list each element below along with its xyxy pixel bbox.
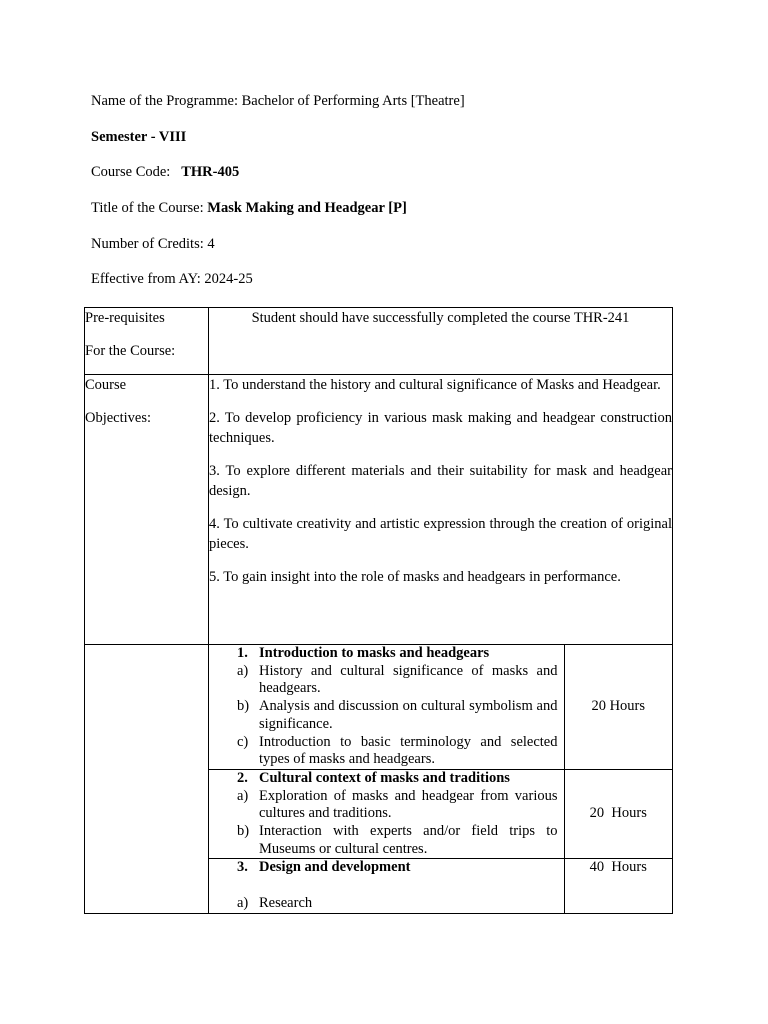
unit-hours: 20 Hours [591, 698, 646, 715]
prerequisites-label-cell [85, 308, 209, 375]
course-code-value: THR-405 [181, 164, 240, 180]
unit-item [209, 788, 558, 823]
unit-title: Cultural context of masks and traditions [259, 769, 510, 786]
unit-heading [209, 770, 558, 788]
prerequisites-label-1: Pre-requisites [85, 310, 165, 326]
unit-row [209, 859, 672, 914]
prerequisites-row [85, 308, 673, 375]
unit-number: 1. [237, 645, 248, 661]
unit-hours-cell [564, 859, 672, 914]
unit-item-mark: b) [237, 823, 250, 840]
content-cell [209, 645, 673, 914]
unit-item-mark: a) [237, 787, 249, 804]
objective-item: 5. To gain insight into the role of masks and headgears in performance. [209, 569, 621, 585]
programme-label: Name of the Programme: [91, 93, 238, 109]
unit-hours: 20 Hours [589, 805, 647, 822]
unit-item [209, 734, 558, 769]
unit-content [209, 859, 564, 914]
unit-item-text: Analysis and discussion on cultural symbolism and significance. [259, 698, 558, 732]
unit-item-mark: c) [237, 733, 249, 750]
objective-item: 4. To cultivate creativity and artistic expression through the creation of original pieces. [209, 516, 672, 552]
unit-item-text: History and cultural significance of masks and headgears. [259, 662, 558, 697]
unit-item-mark: a) [237, 662, 249, 679]
unit-hours-cell [564, 645, 672, 769]
course-title-value: Mask Making and Headgear [P] [207, 200, 407, 216]
content-label-cell [85, 645, 209, 914]
credits-line: Number of Credits: 4 [91, 236, 215, 252]
unit-row [209, 645, 672, 769]
objective-item: 2. To develop proficiency in various mask making and headgear construction techniques. [209, 410, 672, 446]
programme-line [91, 93, 465, 110]
unit-heading [209, 645, 558, 663]
prerequisites-value-cell [209, 308, 673, 375]
unit-item [209, 698, 558, 733]
objective-item: 1. To understand the history and cultural significance of Masks and Headgear. [209, 377, 661, 393]
unit-item-text: Introduction to basic terminology and selected types of masks and headgears. [259, 733, 558, 768]
objectives-label-1: Course [85, 377, 127, 393]
content-row [85, 645, 673, 914]
semester-line: Semester - VIII [91, 129, 187, 145]
objectives-label-cell [85, 375, 209, 645]
unit-item [209, 895, 558, 913]
unit-hours: 40 Hours [589, 859, 647, 876]
unit-heading [209, 859, 558, 877]
course-table [84, 307, 673, 914]
course-title-label: Title of the Course: [91, 200, 204, 216]
unit-item-mark: b) [237, 698, 250, 715]
objective-item: 3. To explore different materials and their suitability for mask and headgear design. [209, 463, 672, 499]
unit-content [209, 645, 564, 769]
prerequisites-value: Student should have successfully completed the course THR-241 [251, 310, 630, 326]
programme-value: Bachelor of Performing Arts [Theatre] [241, 93, 465, 109]
unit-item-text: Exploration of masks and headgear from various cultures and traditions. [259, 787, 558, 822]
unit-item-text: Research [259, 895, 313, 912]
unit-number: 3. [237, 859, 248, 876]
effective-line: Effective from AY: 2024-25 [91, 271, 253, 287]
unit-item-text: Interaction with experts and/or field trips to Museums or cultural centres. [259, 823, 558, 857]
unit-row [209, 769, 672, 859]
objectives-row [85, 375, 673, 645]
unit-title: Introduction to masks and headgears [259, 645, 490, 661]
course-title-line [91, 200, 407, 217]
unit-item-mark: a) [237, 895, 249, 912]
unit-item [209, 823, 558, 858]
unit-number: 2. [237, 769, 248, 786]
unit-item [209, 663, 558, 698]
unit-content [209, 769, 564, 859]
prerequisites-label-2: For the Course: [85, 343, 176, 359]
units-table [209, 645, 672, 913]
objectives-label-2: Objectives: [85, 410, 152, 426]
unit-hours-cell [564, 769, 672, 859]
unit-title: Design and development [259, 859, 411, 876]
course-code-label: Course Code: [91, 164, 171, 180]
course-code-line [91, 164, 239, 181]
objectives-list [209, 375, 673, 645]
